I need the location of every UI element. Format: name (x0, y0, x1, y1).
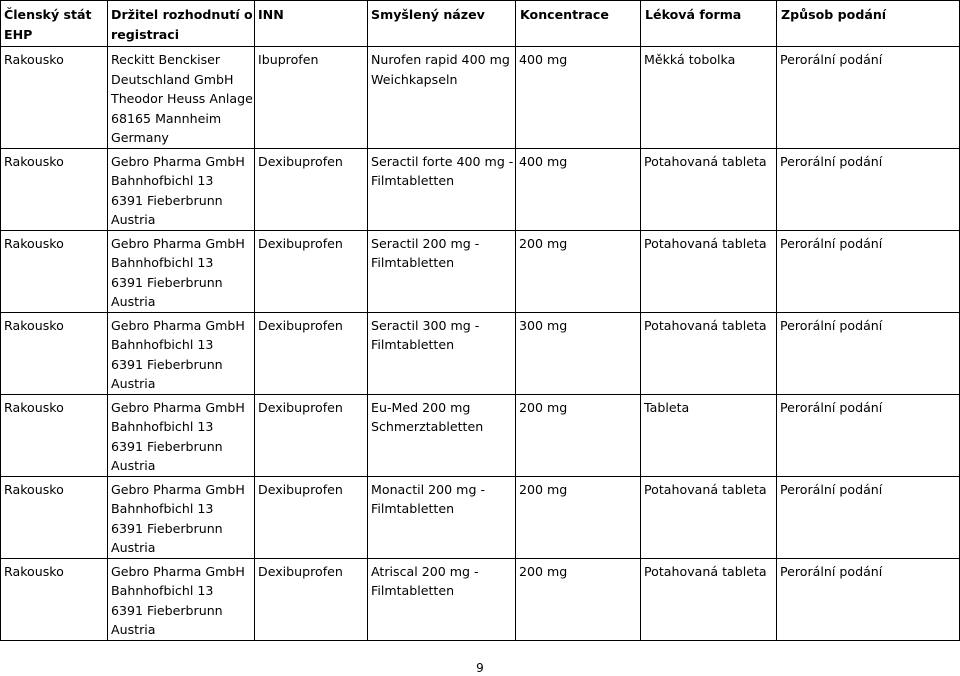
cell-inn: Dexibuprofen (255, 312, 368, 394)
holder-line: 6391 Fieberbrunn (111, 602, 223, 618)
name-line: Weichkapseln (371, 71, 458, 87)
table-row (1, 148, 960, 230)
table-row (1, 558, 960, 640)
cell-route: Perorální podání (777, 312, 960, 394)
holder-line: Deutschland GmbH (111, 71, 234, 87)
cell-strength: 400 mg (516, 47, 641, 149)
cell-holder (108, 558, 255, 640)
cell-form: Potahovaná tableta (641, 558, 777, 640)
cell-inn: Dexibuprofen (255, 476, 368, 558)
cell-strength: 400 mg (516, 148, 641, 230)
holder-line: 6391 Fieberbrunn (111, 520, 223, 536)
name-line: Filmtabletten (371, 173, 455, 188)
holder-line: Gebro Pharma GmbH (111, 563, 245, 579)
cell-form: Potahovaná tableta (641, 312, 777, 394)
cell-strength: 200 mg (516, 558, 641, 640)
name-line: Monactil 200 mg - (371, 481, 485, 497)
holder-line: Gebro Pharma GmbH (111, 153, 245, 169)
holder-line: Austria (111, 458, 156, 473)
name-line: Seractil forte 400 mg - (371, 153, 514, 169)
holder-line: 6391 Fieberbrunn (111, 438, 223, 454)
cell-holder (108, 148, 255, 230)
holder-line: Bahnhofbichl 13 (111, 583, 214, 598)
cell-country: Rakousko (1, 47, 108, 149)
cell-country: Rakousko (1, 476, 108, 558)
holder-line: Austria (111, 622, 156, 637)
holder-line: Austria (111, 294, 156, 309)
cell-country: Rakousko (1, 312, 108, 394)
cell-name (368, 47, 516, 149)
holder-line: Austria (111, 376, 156, 391)
header-holder (108, 1, 255, 47)
cell-inn: Dexibuprofen (255, 148, 368, 230)
header-route: Způsob podání (777, 1, 960, 47)
header-row (1, 1, 960, 47)
cell-form: Potahovaná tableta (641, 230, 777, 312)
header-name: Smyšlený název (368, 1, 516, 47)
cell-route: Perorální podání (777, 558, 960, 640)
cell-route: Perorální podání (777, 230, 960, 312)
cell-holder (108, 47, 255, 149)
table-row (1, 476, 960, 558)
table-row (1, 230, 960, 312)
cell-inn: Dexibuprofen (255, 230, 368, 312)
table-row (1, 47, 960, 149)
page-number: 9 (476, 661, 484, 675)
holder-line: 6391 Fieberbrunn (111, 192, 223, 208)
holder-line: Gebro Pharma GmbH (111, 235, 245, 251)
cell-route: Perorální podání (777, 476, 960, 558)
header-form: Léková forma (641, 1, 777, 47)
holder-line: Gebro Pharma GmbH (111, 317, 245, 333)
holder-line: Germany (111, 130, 169, 145)
cell-country: Rakousko (1, 558, 108, 640)
header-holder-line: registraci (111, 26, 180, 42)
cell-inn: Ibuprofen (255, 47, 368, 149)
name-line: Filmtabletten (371, 255, 455, 270)
holder-line: Austria (111, 212, 156, 227)
cell-name (368, 230, 516, 312)
cell-name (368, 312, 516, 394)
header-inn: INN (255, 1, 368, 47)
cell-country: Rakousko (1, 230, 108, 312)
holder-line: Bahnhofbichl 13 (111, 419, 214, 434)
holder-line: Reckitt Benckiser (111, 52, 221, 67)
header-country-line: Členský stát (4, 7, 92, 22)
holder-line: Austria (111, 540, 156, 555)
cell-inn: Dexibuprofen (255, 558, 368, 640)
cell-strength: 200 mg (516, 476, 641, 558)
cell-holder (108, 230, 255, 312)
name-line: Filmtabletten (371, 501, 455, 516)
cell-name (368, 148, 516, 230)
cell-holder (108, 394, 255, 476)
holder-line: Bahnhofbichl 13 (111, 173, 214, 188)
cell-form: Potahovaná tableta (641, 476, 777, 558)
table-row (1, 312, 960, 394)
holder-line: Gebro Pharma GmbH (111, 399, 245, 415)
holder-line: 6391 Fieberbrunn (111, 356, 223, 372)
holder-line: Bahnhofbichl 13 (111, 337, 214, 352)
cell-holder (108, 312, 255, 394)
cell-country: Rakousko (1, 148, 108, 230)
holder-line: Bahnhofbichl 13 (111, 255, 214, 270)
cell-name (368, 394, 516, 476)
header-holder-line: Držitel rozhodnutí o (111, 7, 253, 22)
holder-line: 6391 Fieberbrunn (111, 274, 223, 290)
cell-route: Perorální podání (777, 394, 960, 476)
name-line: Filmtabletten (371, 337, 455, 352)
cell-name (368, 476, 516, 558)
cell-holder (108, 476, 255, 558)
cell-inn: Dexibuprofen (255, 394, 368, 476)
cell-strength: 300 mg (516, 312, 641, 394)
name-line: Atriscal 200 mg - (371, 563, 479, 579)
table-row (1, 394, 960, 476)
name-line: Schmerztabletten (371, 419, 484, 434)
cell-name (368, 558, 516, 640)
header-country-line: EHP (4, 26, 33, 42)
header-country (1, 1, 108, 47)
cell-strength: 200 mg (516, 230, 641, 312)
name-line: Nurofen rapid 400 mg (371, 52, 510, 67)
holder-line: Gebro Pharma GmbH (111, 481, 245, 497)
name-line: Seractil 300 mg - (371, 317, 480, 333)
cell-form: Měkká tobolka (641, 47, 777, 149)
name-line: Seractil 200 mg - (371, 235, 480, 251)
cell-form: Potahovaná tableta (641, 148, 777, 230)
name-line: Eu-Med 200 mg (371, 399, 471, 415)
cell-route: Perorální podání (777, 148, 960, 230)
cell-route: Perorální podání (777, 47, 960, 149)
cell-form: Tableta (641, 394, 777, 476)
name-line: Filmtabletten (371, 583, 455, 598)
cell-country: Rakousko (1, 394, 108, 476)
header-strength: Koncentrace (516, 1, 641, 47)
holder-line: Bahnhofbichl 13 (111, 501, 214, 516)
holder-line: Theodor Heuss Anlage (111, 91, 253, 106)
holder-line: 68165 Mannheim (111, 110, 222, 126)
cell-strength: 200 mg (516, 394, 641, 476)
